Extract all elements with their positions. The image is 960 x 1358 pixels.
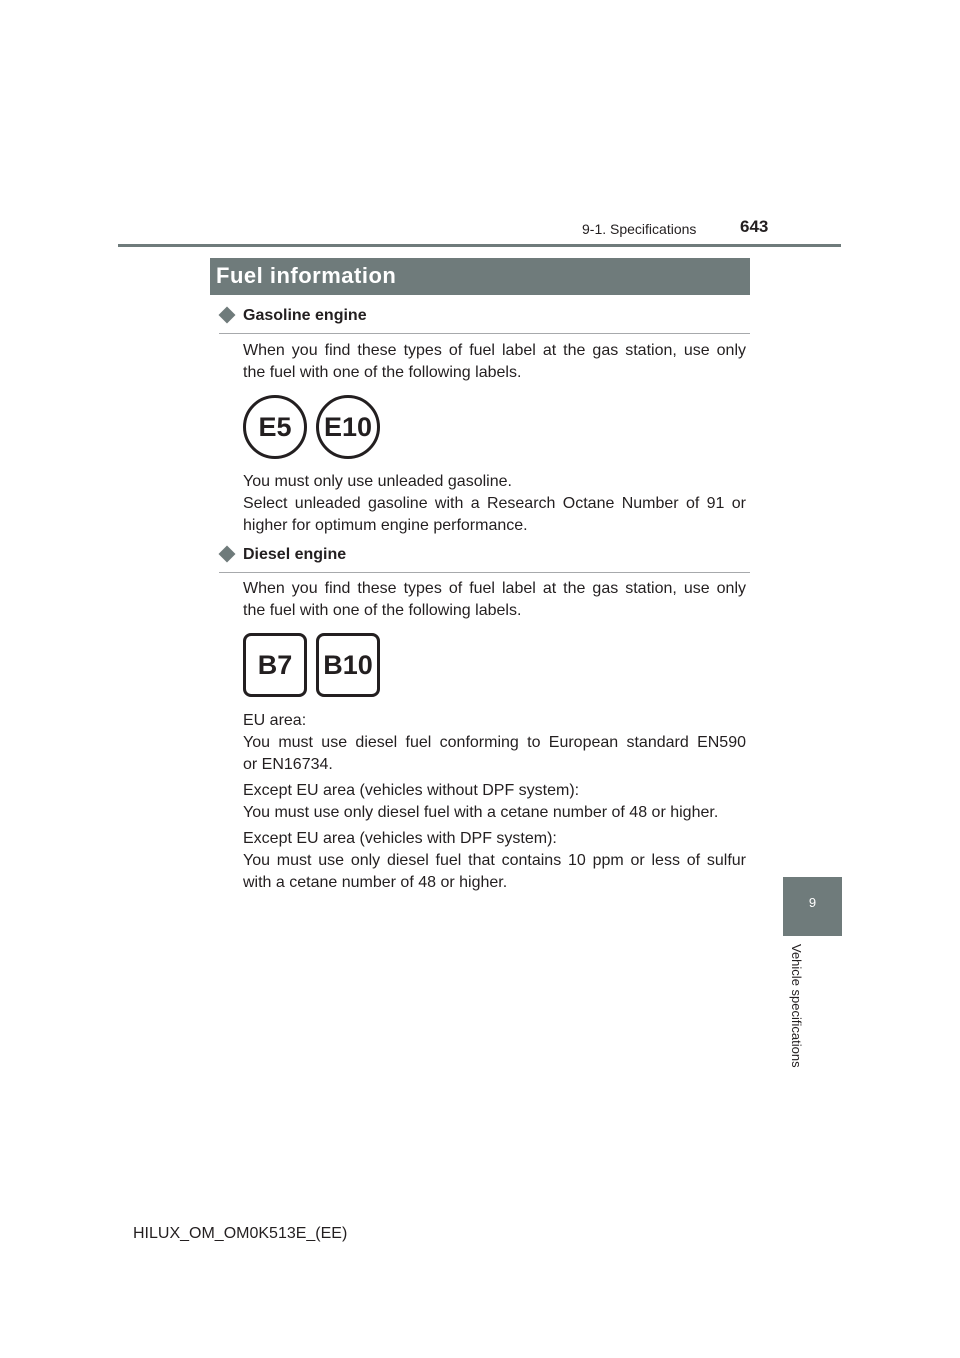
gasoline-intro [243,340,746,384]
header-section: 9-1. Specifications [582,221,697,237]
gasoline-note-line-1: You must only use unleaded gasoline. [243,473,512,490]
diesel-heading-label: Diesel engine [243,546,347,563]
section-title-bar [210,258,750,295]
gasoline-heading-label: Gasoline engine [243,307,367,324]
diesel-eu [243,710,746,776]
diesel-non-eu-no-dpf [243,780,746,824]
diesel-non-eu-dpf [243,828,746,894]
diesel-eu-line-3: or EN16734. [243,756,333,773]
diesel-dpf-line-1: Except EU area (vehicles with DPF system): [243,830,557,847]
chapter-label: Vehicle specifications [789,944,804,1068]
fuel-label-e5: E5 [243,395,307,459]
page-title: Fuel information [216,263,397,288]
diesel-eu-line-1: EU area: [243,712,307,729]
page-number: 643 [740,217,769,236]
diesel-intro [243,578,746,622]
footer-doc-id: HILUX_OM_OM0K513E_(EE) [133,1225,348,1242]
header-rule [118,244,841,247]
gasoline-note-line-2: Select unleaded gasoline with a Research Octane Number of 91 or [243,495,746,512]
chapter-tab [783,877,842,936]
diesel-no-dpf-line-2: You must use only diesel fuel with a cetane number of 48 or higher. [243,804,719,821]
gasoline-intro-line-1: When you find these types of fuel label at the gas station, use only [243,342,746,359]
diamond-bullet-icon [219,546,236,563]
gasoline-note-line-3: higher for optimum engine performance. [243,517,528,534]
diesel-eu-line-2: You must use diesel fuel conforming to European standard EN590 [243,734,746,751]
diesel-intro-line-1: When you find these types of fuel label at the gas station, use only [243,580,746,597]
fuel-label-b7: B7 [243,633,307,697]
diesel-dpf-line-2: You must use only diesel fuel that contains 10 ppm or less of sulfur [243,852,746,869]
chapter-number: 9 [808,895,817,910]
diesel-no-dpf-line-1: Except EU area (vehicles without DPF system): [243,782,580,799]
fuel-label-b10: B10 [316,633,380,697]
diamond-bullet-icon [219,307,236,324]
diesel-intro-line-2: the fuel with one of the following labels. [243,602,522,619]
diesel-dpf-line-3: with a cetane number of 48 or higher. [243,874,508,891]
gasoline-intro-line-2: the fuel with one of the following labels. [243,364,522,381]
diesel-heading [219,546,750,573]
gasoline-heading [219,307,750,334]
fuel-label-e10: E10 [316,395,380,459]
gasoline-notes [243,471,746,537]
